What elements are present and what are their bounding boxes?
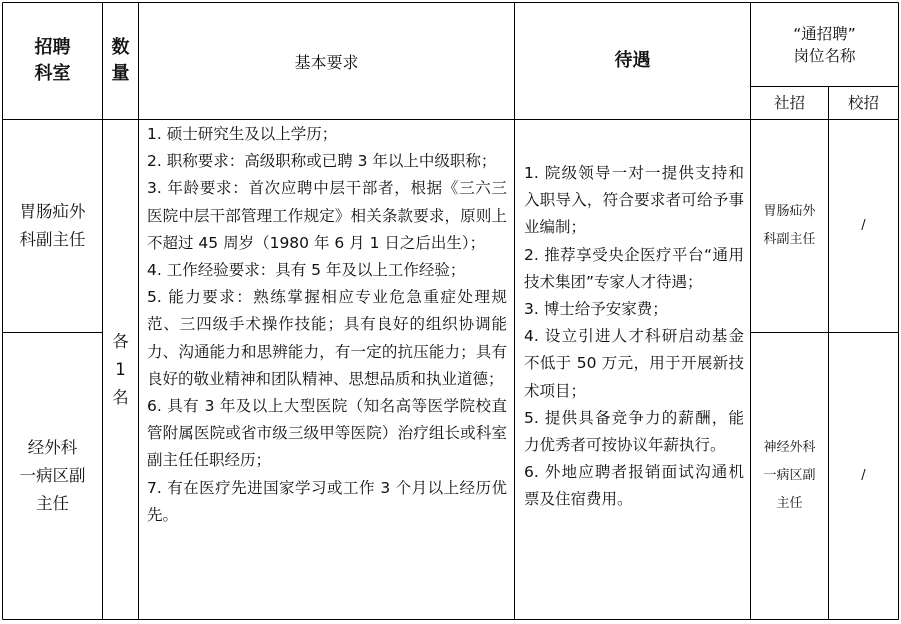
requirement-item: 6. 具有 3 年及以上大型医院（知名高等医学院校直管附属医院或省市级三级甲等医院）治疗组长或科室副主任任职经历； xyxy=(147,397,507,470)
department-line: 胃肠疝外 xyxy=(19,202,86,221)
campus-position-name xyxy=(829,120,898,332)
header-social xyxy=(751,87,828,119)
benefit-item: 4. 设立引进人才科研启动基金不低于 50 万元，用于开展新技术项目； xyxy=(524,327,744,400)
header-campus xyxy=(829,87,898,119)
header-benefits-label: 待遇 xyxy=(614,50,651,71)
count-char: 各 xyxy=(112,331,129,351)
header-position-group xyxy=(751,3,898,86)
header-social-label: 社招 xyxy=(773,94,805,112)
table-row-department xyxy=(3,120,102,332)
header-campus-label: 校招 xyxy=(847,94,879,112)
header-requirements-label: 基本要求 xyxy=(294,52,359,72)
campus-name-value: / xyxy=(861,218,866,233)
table-row-department xyxy=(3,333,102,619)
benefit-item: 3. 博士给予安家费； xyxy=(524,300,668,319)
social-position-name xyxy=(751,120,828,332)
header-count-char: 数 xyxy=(111,37,130,58)
department-line: 经外科 xyxy=(27,438,78,457)
requirement-item: 5. 能力要求：熟练掌握相应专业危急重症处理规范、三四级手术操作技能；具有良好的组织协调能力、沟通能力和思辨能力，有一定的抗压能力；具有良好的敬业精神和团队精神、思想品质和执业道德； xyxy=(147,288,507,388)
requirement-item: 7. 有在医疗先进国家学习或工作 3 个月以上经历优先。 xyxy=(147,478,507,524)
social-name-line: 胃肠疝外 xyxy=(763,204,816,219)
requirements-list xyxy=(147,120,507,619)
requirement-item: 4. 工作经验要求：具有 5 年及以上工作经验； xyxy=(147,261,466,280)
header-department-line: 招聘 xyxy=(34,37,71,58)
department-line: 主任 xyxy=(36,494,69,513)
benefit-item: 1. 院级领导一对一提供支持和入职导入，符合要求者可给予事业编制； xyxy=(524,164,744,237)
header-count-char: 量 xyxy=(111,63,130,84)
header-department xyxy=(3,3,102,119)
benefit-item: 5. 提供具备竞争力的薪酬，能力优秀者可按协议年薪执行。 xyxy=(524,408,744,455)
header-position-line: “通招聘” xyxy=(793,24,856,43)
campus-position-name xyxy=(829,333,898,619)
count-value xyxy=(103,120,138,619)
benefit-item: 6. 外地应聘者报销面试沟通机票及住宿费用。 xyxy=(524,463,744,509)
header-count xyxy=(103,3,138,119)
requirement-item: 2. 职称要求：高级职称或已聘 3 年以上中级职称； xyxy=(147,152,497,171)
department-line: 一病区副 xyxy=(19,466,86,485)
social-name-line: 主任 xyxy=(776,496,803,511)
header-department-line: 科室 xyxy=(34,63,71,84)
header-requirements xyxy=(139,3,514,119)
social-name-line: 科副主任 xyxy=(763,232,816,247)
social-name-line: 神经外科 xyxy=(763,440,816,455)
requirement-item: 1. 硕士研究生及以上学历； xyxy=(147,125,338,143)
department-line: 科副主任 xyxy=(19,230,86,249)
campus-name-value: / xyxy=(861,468,866,483)
social-name-line: 一病区副 xyxy=(763,468,816,483)
count-char: 1 xyxy=(115,359,126,379)
requirement-item: 3. 年龄要求：首次应聘中层干部者，根据《三六三医院中层干部管理工作规定》相关条款要求，原则上不超过 45 周岁（1980 年 6 月 1 日之后出生）； xyxy=(147,179,507,252)
header-position-line: 岗位名称 xyxy=(793,46,856,65)
social-position-name xyxy=(751,333,828,619)
benefit-item: 2. 推荐享受央企医疗平台“通用技术集团”专家人才待遇； xyxy=(524,245,744,291)
benefits-list xyxy=(524,160,744,580)
header-benefits xyxy=(515,3,750,119)
count-char: 名 xyxy=(112,387,129,407)
